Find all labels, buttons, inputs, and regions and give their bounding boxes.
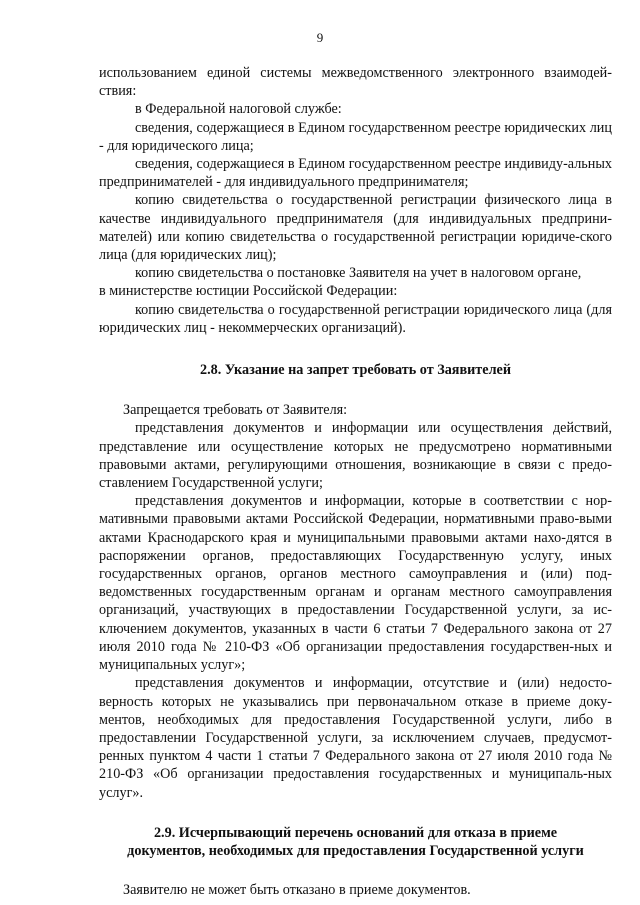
page-content <box>99 64 612 899</box>
paragraph-registration-copy: копию свидетельства о государственной регистрации физического лица в качестве индивидуального предпринимателя (для индивидуальных предприни-мателей) или копию свидетельства о государственной регистрации юридиче-ского лица (для юридических лиц); <box>99 192 612 264</box>
section-2-8-intro: Запрещается требовать от Заявителя: <box>123 402 348 419</box>
section-heading-2-9 <box>99 824 612 860</box>
section-2-8-item: представления документов и информации, отсутствие и (или) недосто-верность которых не указывались при первоначальном отказе в приеме доку-ментов, необходимых для предоставления Государственной услуги, либо в предоставлении Государственной услуги, за исключением случаев, предусмот-ренных пунктом 4 части 1 статьи 7 Федерального закона от 27 июля 2010 года № 210-ФЗ «Об организации предоставления государственных и муниципаль-ных услуг». <box>99 675 612 801</box>
section-heading-2-8: 2.8. Указание на запрет требовать от Заявителей <box>199 362 511 379</box>
paragraph-egrip: сведения, содержащиеся в Едином государственном реестре индивиду-альных предпринимателей - для индивидуального предпринимателя; <box>99 156 612 191</box>
paragraph-fns: в Федеральной налоговой службе: <box>135 101 342 118</box>
paragraph-egrul: сведения, содержащиеся в Едином государственном реестре юридических лиц - для юридического лица; <box>99 119 612 154</box>
paragraph-continuation: использованием единой системы межведомственного электронного взаимодей-ствия: <box>99 65 612 100</box>
section-heading-2-9-line1: 2.9. Исчерпывающий перечень оснований для отказа в приеме <box>153 824 558 841</box>
paragraph-tax-registration: копию свидетельства о постановке Заявителя на учет в налоговом органе, <box>135 265 582 282</box>
section-2-9-text: Заявителю не может быть отказано в приеме документов. <box>123 882 471 899</box>
paragraph-legal-entity-copy: копию свидетельства о государственной регистрации юридического лица (для юридических лиц - некоммерческих организаций). <box>99 301 612 336</box>
section-heading-2-9-line2: документов, необходимых для предоставления Государственной услуги <box>127 842 584 859</box>
section-2-8-item: представления документов и информации, которые в соответствии с нор-мативными правовыми актами Российской Федерации, нормативными право-выми актами Краснодарского края и муниципальными правовыми актами нахо-дятся в распоряжении органов, предоставляющих Государственную услугу, иных государственных органов, органов местного самоуправления и (или) под-ведомственных государственным органам и органам местного самоуправления организаций, участвующих в предоставлении Государственной услуги, за ис-ключением документов, указанных в части 6 статьи 7 Федерального закона от 27 июля 2010 года № 210-ФЗ «Об организации предоставления государствен-ных и муниципальных услуг»; <box>99 493 612 674</box>
paragraph-ministry-justice: в министерстве юстиции Российской Федерации: <box>99 283 398 300</box>
page-number: 9 <box>316 30 324 45</box>
section-2-8-item: представления документов и информации или осуществления действий, представление или осуществление которых не предусмотрено нормативными правовыми актами, регулирующими отношения, возникающие в связи с предо-ставлением Государственной услуги; <box>99 420 612 492</box>
